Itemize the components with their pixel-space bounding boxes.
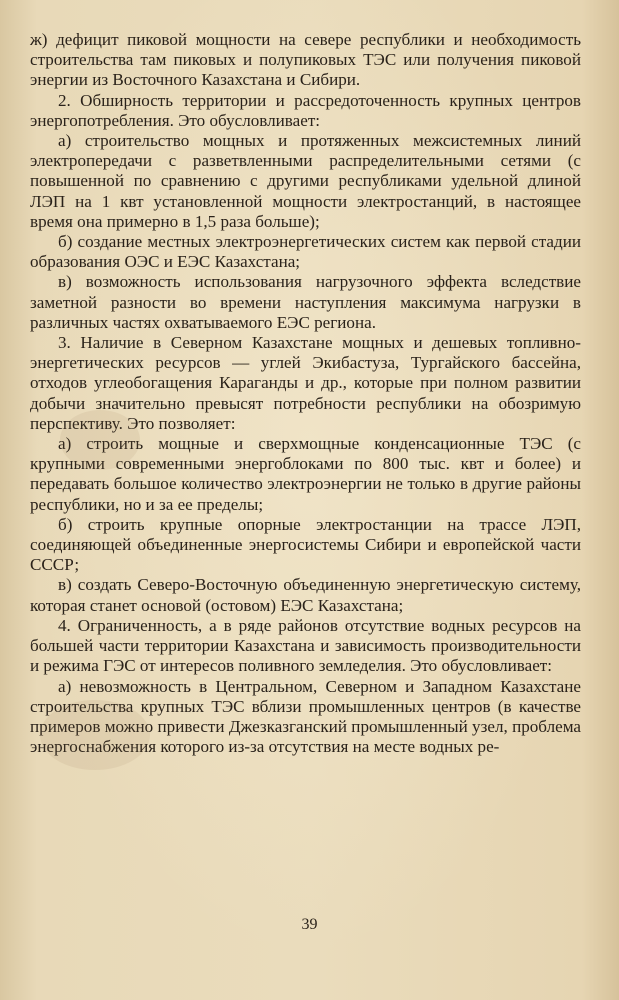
paragraph: 3. Наличие в Северном Казахстане мощных и дешевых топливно-энергетических ресурсов — углей Экибастуза, Тургайского бассейна, отходов углеобогащения Караганды и др., которые при полном развитии добычи значительно превысят потребности республики на обозримую перспективу. Это позволяет: [30, 333, 581, 433]
paper-stain [60, 410, 140, 470]
paragraph: а) невозможность в Центральном, Северном и Западном Казахстане строительства крупных ТЭС вблизи промышленных центров (в качестве примеров можно привести Джезказганский промышленный узел, проблема энергоснабжения которого из-за отсутствия на месте водных ре- [30, 676, 581, 757]
paragraph: 2. Обширность территории и рассредоточенность крупных центров энергопотребления. Это обусловливает: [30, 90, 581, 130]
page-number: 39 [301, 916, 318, 933]
paragraph: в) создать Северо-Восточную объединенную энергетическую систему, которая станет основой (остовом) ЕЭС Казахстана; [30, 575, 581, 615]
paragraph: ж) дефицит пиковой мощности на севере республики и необходимость строительства там пиковых и полупиковых ТЭС или получения пиковой энергии из Восточного Казахстана и Сибири. [30, 30, 581, 90]
paragraph: в) возможность использования нагрузочного эффекта вследствие заметной разности во времени наступления максимума нагрузки в различных частях охватываемого ЕЭС региона. [30, 272, 581, 332]
paragraph: а) строительство мощных и протяженных межсистемных линий электропередачи с разветвленными распределительными сетями (с повышенной по сравнению с другими республиками удельной длиной ЛЭП на 1 квт установленной мощности электростанций, в настоящее время она примерно в 1,5 раза больше); [30, 131, 581, 231]
paper-stain [40, 700, 150, 770]
paragraph: б) создание местных электроэнергетических систем как первой стадии образования ОЭС и ЕЭС Казахстана; [30, 232, 581, 272]
paragraph: 4. Ограниченность, а в ряде районов отсутствие водных ресурсов на большей части территории Казахстана и зависимость производительности и режима ГЭС от интересов поливного земледелия. Это обусловливает: [30, 615, 581, 676]
paragraph: а) строить мощные и сверхмощные конденсационные ТЭС (с крупными современными энергоблоками по 800 тыс. квт и более) и передавать большое количество электроэнергии не только в другие районы республики, но и за ее пределы; [30, 434, 581, 514]
paragraph: б) строить крупные опорные электростанции на трассе ЛЭП, соединяющей объединенные энергосистемы Сибири и европейской части СССР; [30, 514, 581, 575]
body-text [30, 30, 581, 757]
